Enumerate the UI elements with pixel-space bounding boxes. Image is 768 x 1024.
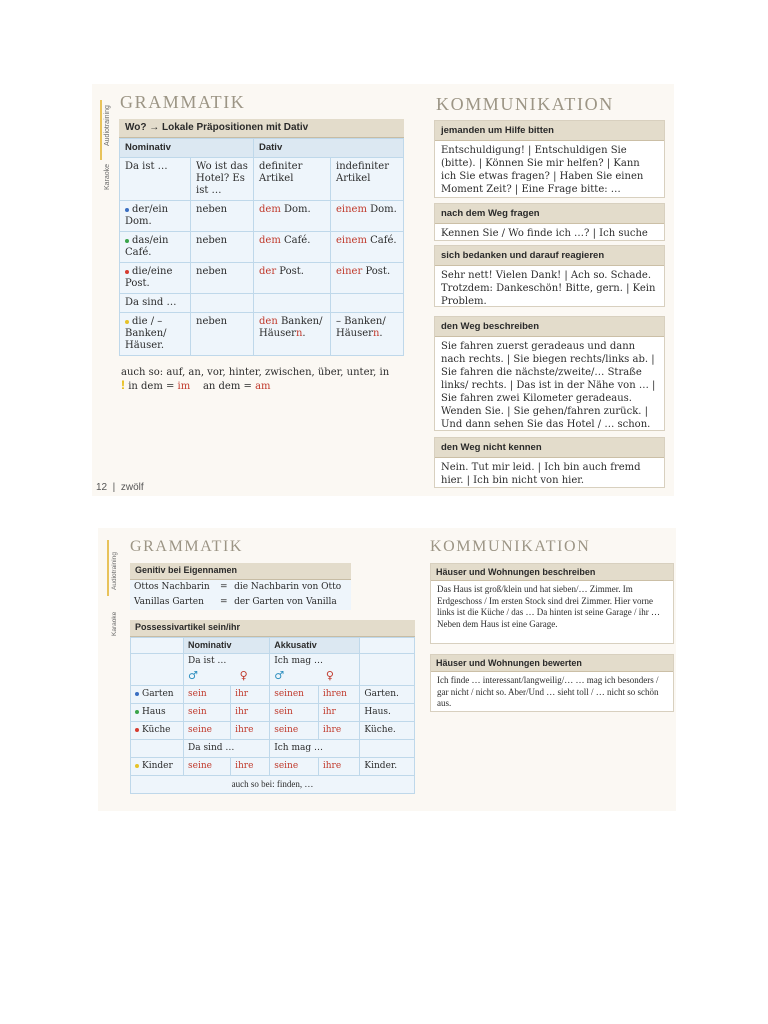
genitiv-eq: =	[218, 580, 230, 595]
neuter-dot-icon	[135, 710, 139, 714]
comm-box-text: Ich finde … interessant/langweilig/… … mag ich besonders / gar nicht / nicht so. Aber/Und … sieht toll / … nicht so schön aus.	[437, 675, 659, 708]
empty-cell	[254, 294, 331, 313]
comm-box-describe-houses	[430, 563, 674, 644]
empty-cell	[131, 740, 184, 758]
masculine-dot-icon	[125, 208, 129, 212]
comm-box-thanks	[434, 245, 665, 307]
table-row	[120, 313, 404, 356]
comm-box-text: Entschuldigung! | Entschuldigen Sie (bitte). | Können Sie mir helfen? | Kann ich Sie etwas fragen? | Haben Sie einen Moment Zeit? | Eine Frage bitte: …	[441, 145, 644, 195]
noun-text: Kinder	[142, 761, 173, 771]
indefinite-noun: Café.	[366, 235, 397, 246]
nom-ihr: ihre	[231, 722, 270, 740]
intro-akkusativ	[270, 654, 360, 686]
genitiv-right: der Garten von Vanilla	[230, 595, 351, 610]
nom-ihr: ihr	[231, 686, 270, 704]
definite-noun: Café.	[280, 235, 311, 246]
page-number: 12 | zwölf	[96, 482, 144, 493]
definite-cell	[254, 232, 331, 263]
genitiv-eq: =	[218, 595, 230, 610]
comm-box-heading: jemanden um Hilfe bitten	[435, 121, 664, 141]
nom-sein: sein	[184, 686, 231, 704]
table-row	[120, 201, 404, 232]
contraction-b-result: am	[255, 381, 271, 392]
contraction-b: an dem =	[202, 381, 256, 392]
article-text: die / – Banken/ Häuser.	[125, 316, 167, 351]
empty-cell	[360, 654, 415, 686]
possessive-caption: Possessivartikel sein/ihr	[130, 620, 415, 637]
table-row	[130, 580, 351, 595]
definite-form: der	[259, 266, 277, 277]
akk-ihr: ihren	[318, 686, 360, 704]
side-tab-audiotraining: Audiotraining	[111, 552, 118, 590]
akk-ihr: ihr	[318, 704, 360, 722]
akk-ihr: ihre	[318, 722, 360, 740]
comm-box-heading: sich bedanken und darauf reagieren	[435, 246, 664, 266]
noun-cell	[131, 704, 184, 722]
akk-ihr: ihre	[318, 758, 360, 776]
comm-box-describe-way	[434, 316, 665, 431]
comm-box-dont-know	[434, 437, 665, 488]
definite-noun: Banken/ Häuser	[259, 316, 323, 339]
table-row	[120, 232, 404, 263]
contraction-note	[121, 379, 271, 393]
page-number-word: zwölf	[120, 482, 144, 493]
feminine-dot-icon	[135, 728, 139, 732]
intro-akkusativ-text: Ich mag …	[274, 656, 323, 666]
table-row	[130, 595, 351, 610]
comm-box-heading: Häuser und Wohnungen bewerten	[431, 655, 673, 672]
nom-sein: seine	[184, 758, 231, 776]
definite-cell: den Banken/ Häusern.	[254, 313, 331, 356]
col-indefinite: indefiniter Artikel	[331, 158, 404, 201]
article-cell	[120, 232, 191, 263]
comm-box-text: Das Haus ist groß/klein und hat sieben/… Zimmer. Im Erdgeschoss / Im ersten Stock sind drei Zimmer. Hier vorne links ist die Küche / das … Da hinten ist seine Garage / ihr … Neben dem Haus ist eine Garage.	[437, 584, 660, 629]
noun-text: Küche	[142, 725, 171, 735]
prep-cell: neben	[191, 313, 254, 356]
row-intro-plural: Da sind …	[120, 294, 191, 313]
col-question: Wo ist das Hotel? Es ist …	[191, 158, 254, 201]
intro-nominativ-plural: Da sind …	[184, 740, 270, 758]
table-row	[131, 758, 415, 776]
comm-box-text: Nein. Tut mir leid. | Ich bin auch fremd hier. | Ich bin nicht von hier.	[441, 462, 641, 486]
noun-end: Garten.	[360, 686, 415, 704]
indefinite-form: einem	[336, 204, 367, 215]
male-icon: ♂	[274, 669, 285, 682]
indefinite-noun: – Banken/ Häuser	[336, 316, 386, 339]
comm-box-heading: den Weg beschreiben	[435, 317, 664, 337]
header-akkusativ: Akkusativ	[270, 638, 360, 654]
also-note: auch so: auf, an, vor, hinter, zwischen, über, unter, in	[121, 367, 390, 378]
header-nominativ: Nominativ	[120, 139, 254, 158]
header-nominativ: Nominativ	[184, 638, 270, 654]
header-dativ: Dativ	[254, 139, 404, 158]
article-cell	[120, 201, 191, 232]
intro-akkusativ-plural: Ich mag …	[270, 740, 360, 758]
noun-text: Garten	[142, 689, 174, 699]
empty-cell	[360, 740, 415, 758]
noun-cell	[131, 686, 184, 704]
comm-box-heading: nach dem Weg fragen	[435, 204, 664, 224]
indefinite-cell: – Banken/ Häusern.	[331, 313, 404, 356]
article-cell	[120, 313, 191, 356]
definite-form: dem	[259, 235, 281, 246]
side-tab-karaoke: Karaoke	[104, 163, 111, 190]
indefinite-cell	[331, 232, 404, 263]
contraction-a-result: im	[177, 381, 191, 392]
page-number-digit: 12	[96, 482, 108, 493]
comm-box-rate-houses	[430, 654, 674, 712]
akk-sein: sein	[270, 704, 319, 722]
female-icon: ♀	[239, 669, 248, 682]
article-cell	[120, 263, 191, 294]
noun-cell	[131, 722, 184, 740]
indefinite-form: einer	[336, 266, 363, 277]
side-tab-karaoke: Karaoke	[111, 611, 118, 636]
noun-text: Haus	[142, 707, 166, 717]
definite-cell	[254, 263, 331, 294]
article-text: der/ein Dom.	[125, 204, 169, 227]
neuter-dot-icon	[125, 239, 129, 243]
indefinite-noun: Dom.	[366, 204, 397, 215]
genitiv-right: die Nachbarin von Otto	[230, 580, 351, 595]
genitiv-caption: Genitiv bei Eigennamen	[130, 563, 351, 580]
dative-n-ending: n	[295, 328, 303, 339]
contraction-a: in dem =	[128, 381, 178, 392]
communication-title: KOMMUNIKATION	[430, 538, 591, 555]
empty-cell	[360, 638, 415, 654]
communication-title: KOMMUNIKATION	[436, 94, 614, 114]
masculine-dot-icon	[135, 692, 139, 696]
comm-box-text: Sie fahren zuerst geradeaus und dann nach rechts. | Sie biegen rechts/links ab. | Sie fahren die nächste/zweite/… Straße links/ rechts. | Das ist in der Nähe von … | Sie fahren zwei Kilometer geradeaus. Wenden Sie. | Sie gehen/fahren zurück. | Und dann sehen Sie das Hotel / … schon.	[441, 341, 656, 430]
female-icon: ♀	[325, 669, 334, 682]
sidebar-accent-line	[107, 540, 109, 596]
table-row	[131, 704, 415, 722]
indefinite-noun: Post.	[362, 266, 391, 277]
dative-n-ending: n	[372, 328, 380, 339]
grammar-title: GRAMMATIK	[130, 538, 244, 555]
table-row	[131, 722, 415, 740]
article-text: die/eine Post.	[125, 266, 173, 289]
comm-box-help	[434, 120, 665, 198]
definite-noun: Post.	[276, 266, 304, 277]
akk-sein: seine	[270, 722, 319, 740]
akk-sein: seine	[270, 758, 319, 776]
indefinite-form: einem	[336, 235, 367, 246]
row-intro: Da ist …	[120, 158, 191, 201]
grammar-title: GRAMMATIK	[120, 92, 246, 112]
feminine-dot-icon	[125, 270, 129, 274]
noun-end: Haus.	[360, 704, 415, 722]
definite-form: dem	[259, 204, 281, 215]
comm-box-heading: den Weg nicht kennen	[435, 438, 664, 458]
akk-sein: seinen	[270, 686, 319, 704]
prep-cell: neben	[191, 232, 254, 263]
definite-noun: Dom.	[280, 204, 311, 215]
definite-form: den	[259, 316, 278, 327]
nom-sein: seine	[184, 722, 231, 740]
genitiv-table	[130, 580, 351, 610]
noun-cell	[131, 758, 184, 776]
empty-cell	[331, 294, 404, 313]
table-row	[120, 263, 404, 294]
noun-end: Kinder.	[360, 758, 415, 776]
nom-sein: sein	[184, 704, 231, 722]
empty-cell	[131, 654, 184, 686]
possessive-table	[130, 637, 415, 794]
intro-nominativ	[184, 654, 270, 686]
dativ-table	[119, 138, 404, 356]
indefinite-cell	[331, 201, 404, 232]
nom-ihr: ihr	[231, 704, 270, 722]
genitiv-left: Vanillas Garten	[130, 595, 218, 610]
nom-ihr: ihre	[231, 758, 270, 776]
comm-box-text: Kennen Sie / Wo finde ich …? | Ich suche	[441, 228, 648, 239]
side-tab-audiotraining: Audiotraining	[104, 105, 111, 146]
male-icon: ♂	[188, 669, 198, 682]
noun-end: Küche.	[360, 722, 415, 740]
indefinite-cell	[331, 263, 404, 294]
comm-box-heading: Häuser und Wohnungen beschreiben	[431, 564, 673, 581]
comm-box-text: Sehr nett! Vielen Dank! | Ach so. Schade. Trotzdem: Dankeschön! Bitte, gern. | Kein Problem.	[441, 270, 656, 307]
genitiv-left: Ottos Nachbarin	[130, 580, 218, 595]
comm-box-ask-way	[434, 203, 665, 241]
plural-dot-icon	[125, 320, 129, 324]
prep-cell: neben	[191, 201, 254, 232]
exclamation-icon: !	[121, 378, 125, 392]
intro-nominativ-text: Da ist …	[188, 656, 227, 666]
definite-cell	[254, 201, 331, 232]
table-row	[131, 686, 415, 704]
empty-cell	[191, 294, 254, 313]
article-text: das/ein Café.	[125, 235, 169, 258]
plural-dot-icon	[135, 764, 139, 768]
also-note: auch so bei: finden, …	[131, 776, 415, 794]
prep-cell: neben	[191, 263, 254, 294]
empty-cell	[131, 638, 184, 654]
col-definite: definiter Artikel	[254, 158, 331, 201]
table-caption: Wo? → Lokale Präpositionen mit Dativ	[119, 119, 404, 138]
sidebar-accent-line	[100, 100, 102, 160]
